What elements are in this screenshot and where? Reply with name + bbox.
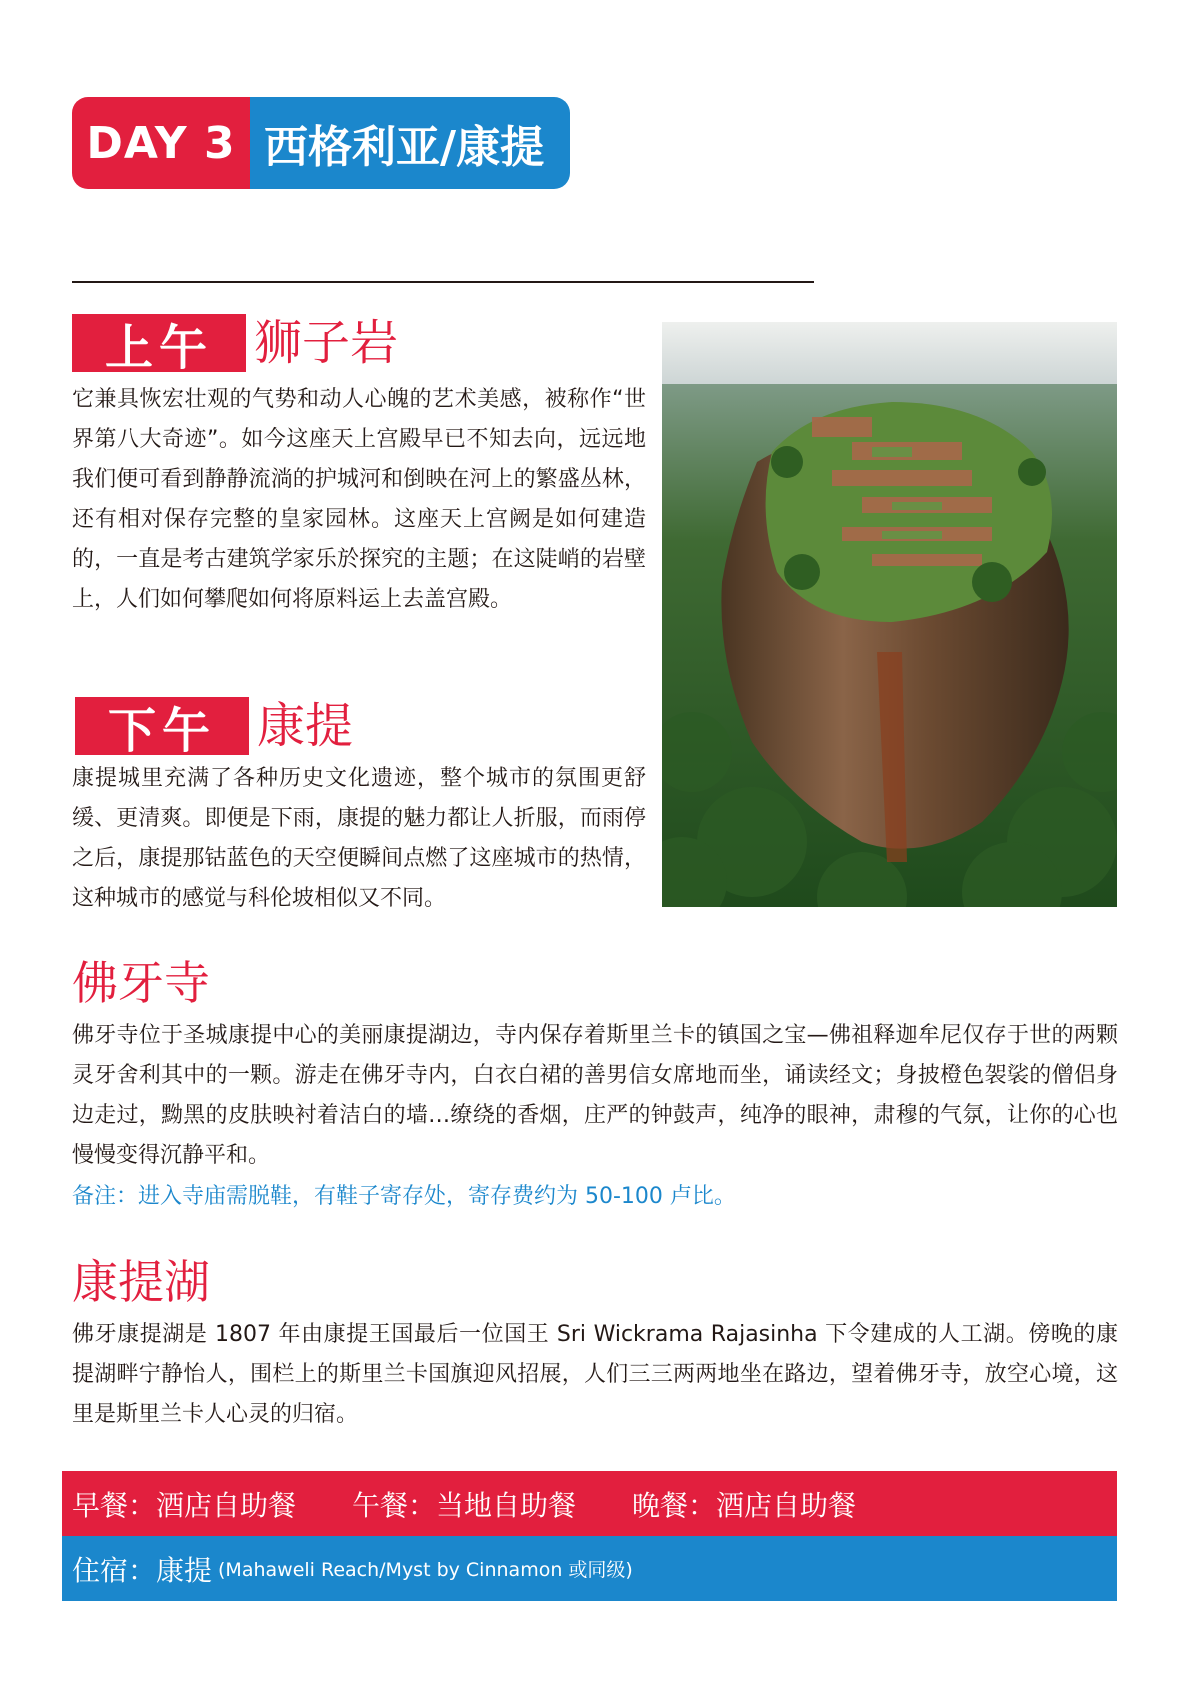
temple-title: 佛牙寺 [72,956,210,1010]
morning-title: 狮子岩 [254,315,399,371]
temple-note: 备注：进入寺庙需脱鞋，有鞋子寄存处，寄存费约为 50-100 卢比。 [72,1184,736,1209]
afternoon-title: 康提 [257,698,354,754]
morning-heading [72,314,399,376]
sigiriya-rock-photo [662,322,1117,907]
stay-bar [62,1536,1117,1601]
dinner-info: 晚餐：酒店自助餐 [632,1488,857,1522]
lunch-info: 午餐：当地自助餐 [352,1488,577,1522]
lake-text: 佛牙康提湖是 1807 年由康提王国最后一位国王 Sri Wickrama Rajasinha 下令建成的人工湖。傍晚的康提湖畔宁静怡人，围栏上的斯里兰卡国旗迎风招展，人们三三两两地坐在路边，望着佛牙寺，放空心境，这里是斯里兰卡人心灵的归宿。 [72,1322,1118,1427]
day-label: DAY 3 [72,97,250,189]
stay-label: 住宿：康提 [72,1553,213,1587]
stay-hotels: (Mahaweli Reach/Myst by Cinnamon 或同级) [218,1559,633,1581]
lake-title: 康提湖 [72,1255,210,1309]
breakfast-info: 早餐：酒店自助餐 [72,1488,297,1522]
day-header [72,97,570,189]
divider [72,281,814,283]
afternoon-text: 康提城里充满了各种历史文化遗迹，整个城市的氛围更舒缓、更清爽。即便是下雨，康提的魅力都让人折服，而雨停之后，康提那钴蓝色的天空便瞬间点燃了这座城市的热情，这种城市的感觉与科伦坡相似又不同。 [72,766,646,911]
temple-text: 佛牙寺位于圣城康提中心的美丽康提湖边，寺内保存着斯里兰卡的镇国之宝—佛祖释迦牟尼仅存于世的两颗灵牙舍利其中的一颗。游走在佛牙寺内，白衣白裙的善男信女席地而坐，诵读经文；身披橙色袈裟的僧侣身边走过，黝黑的皮肤映衬着洁白的墙…缭绕的香烟，庄严的钟鼓声，纯净的眼神，肃穆的气氛，让你的心也慢慢变得沉静平和。 [72,1023,1118,1168]
morning-tag: 上午 [72,314,246,372]
morning-text: 它兼具恢宏壮观的气势和动人心魄的艺术美感，被称作“世界第八大奇迹”。如今这座天上宫殿早已不知去向，远远地我们便可看到静静流淌的护城河和倒映在河上的繁盛丛林，还有相对保存完整的皇家园林。这座天上宫阙是如何建造的，一直是考古建筑学家乐於探究的主题；在这陡峭的岩壁上，人们如何攀爬如何将原料运上去盖宫殿。 [72,387,646,612]
afternoon-tag: 下午 [75,697,249,755]
afternoon-heading [75,697,354,759]
meals-bar [62,1471,1117,1536]
day-title: 西格利亚/康提 [250,97,570,189]
